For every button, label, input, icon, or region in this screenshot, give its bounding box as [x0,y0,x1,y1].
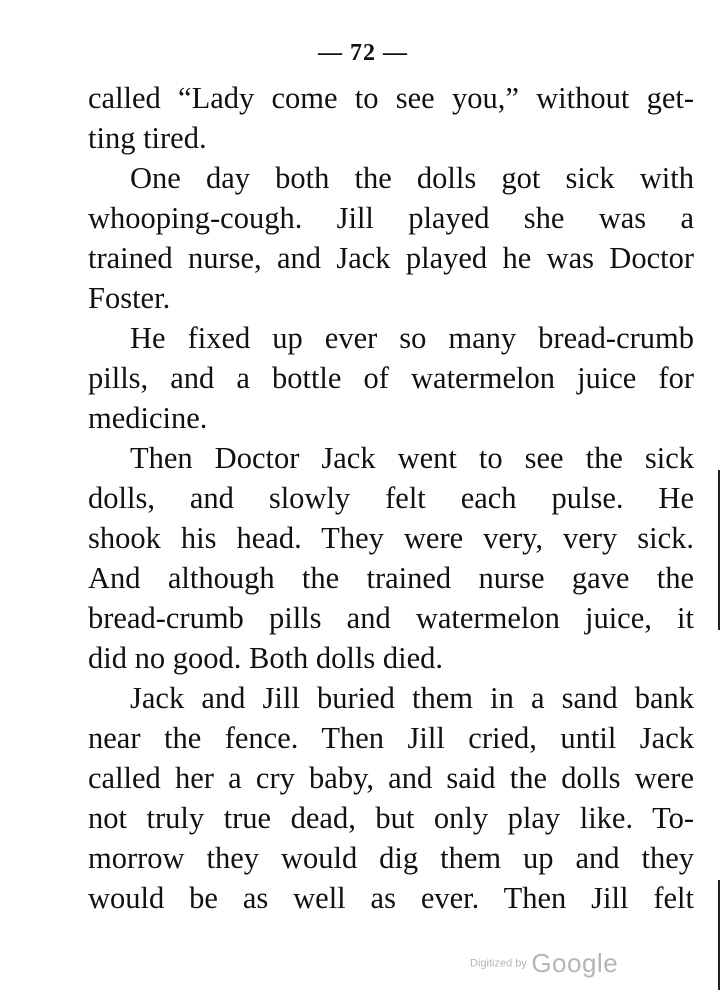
text-line: ting tired. [88,121,207,155]
text-line: He fixed up ever so many bread-crumb [130,321,694,355]
page-text [88,78,694,918]
text-line: not truly true dead, but only play like. To- [88,801,694,835]
text-line: bread-crumb pills and watermelon juice, it [88,601,694,635]
google-logo: Google [531,948,619,978]
page-edge-shadow [718,470,720,630]
text-line: near the fence. Then Jill cried, until Jack [88,721,694,755]
page-number: — 72 — [318,40,408,66]
text-line: trained nurse, and Jack played he was Doctor [88,241,694,275]
text-line: medicine. [88,401,208,435]
text-line: Jack and Jill buried them in a sand bank [130,681,694,715]
text-line: called her a cry baby, and said the dolls were [88,761,694,795]
text-line: One day both the dolls got sick with [130,161,694,195]
text-line: would be as well as ever. Then Jill felt [88,881,694,915]
text-line: called “Lady come to see you,” without get- [88,81,694,115]
watermark-prefix: Digitized by [470,957,527,970]
text-line: morrow they would dig them up and they [88,841,694,875]
text-line: pills, and a bottle of watermelon juice for [88,361,694,395]
text-line: shook his head. They were very, very sick. [88,521,694,555]
text-line: dolls, and slowly felt each pulse. He [88,481,694,515]
text-line: And although the trained nurse gave the [88,561,694,595]
page-edge-shadow [718,880,720,990]
text-line: Then Doctor Jack went to see the sick [130,441,694,475]
text-line: whooping-cough. Jill played she was a [88,201,694,235]
text-line: did no good. Both dolls died. [88,641,443,675]
text-line: Foster. [88,281,171,315]
digitized-watermark [470,948,670,979]
